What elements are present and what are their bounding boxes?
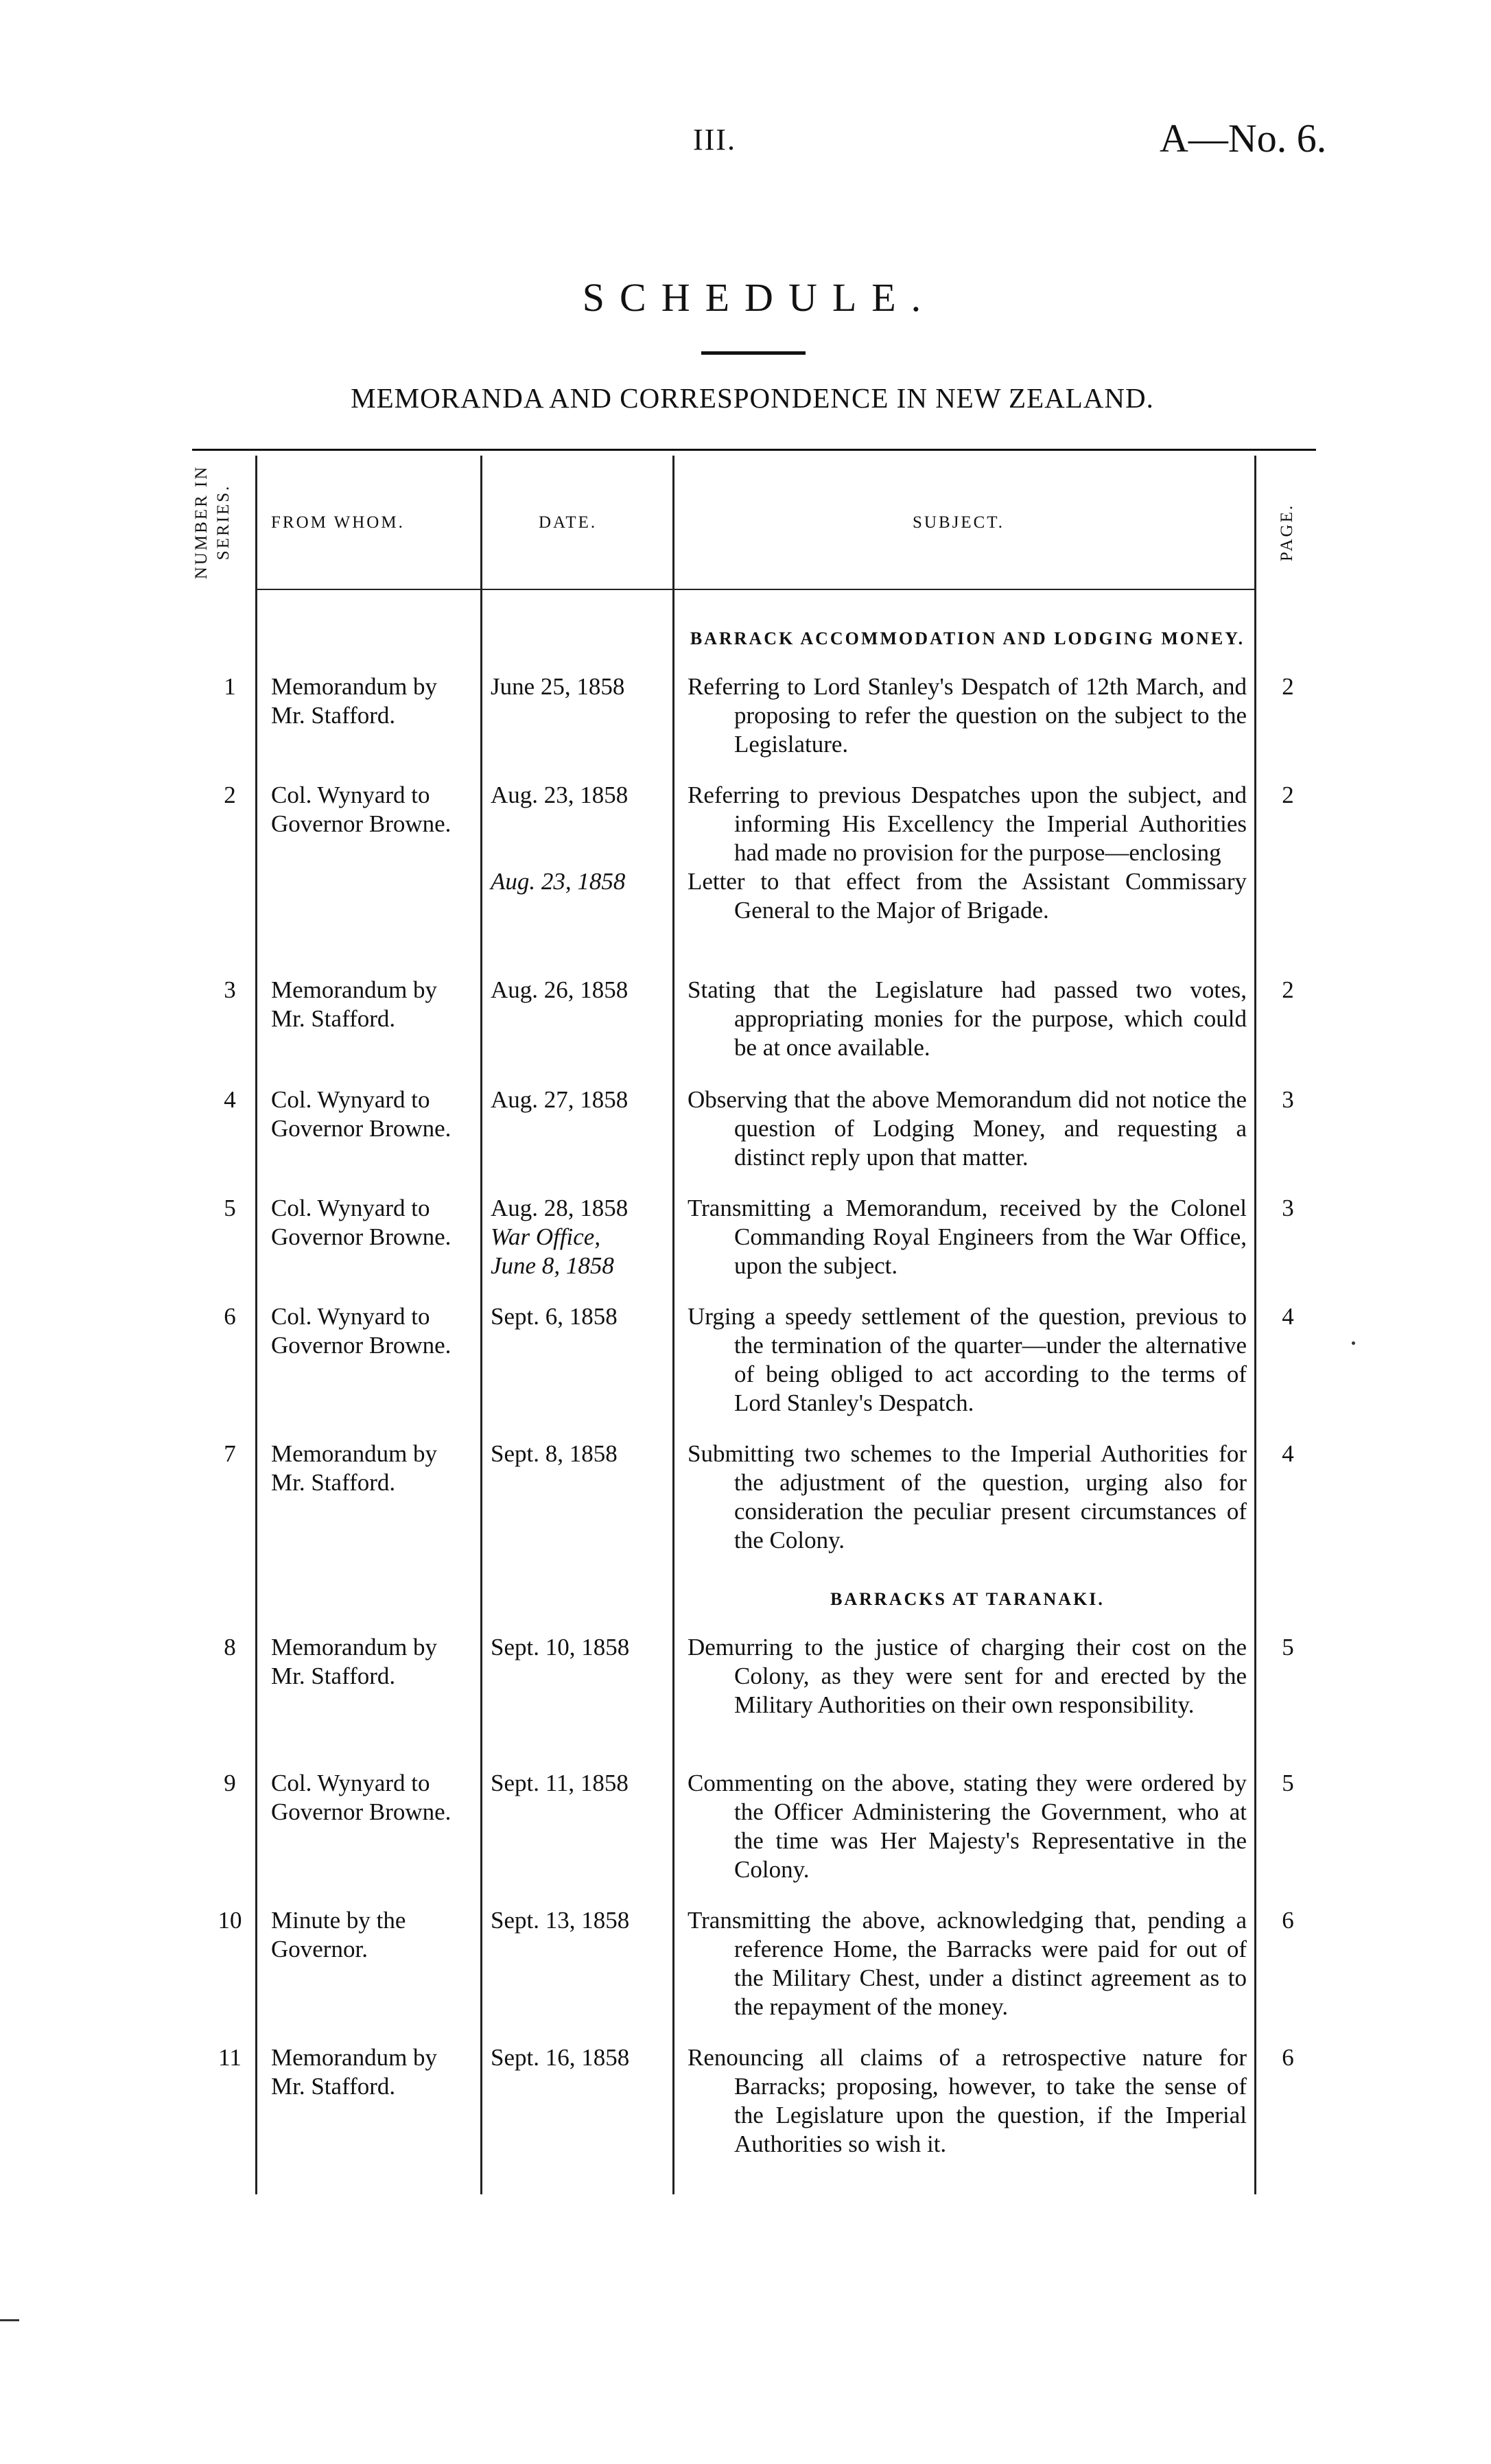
row-date: [491, 1633, 669, 1662]
header-rule-subject: [672, 589, 1254, 590]
column-header-number: NUMBER IN SERIES.: [192, 465, 233, 580]
page-number: III.: [693, 123, 736, 156]
date-line: June 25, 1858: [491, 673, 625, 700]
row-page: 2: [1282, 673, 1294, 700]
row-from: [271, 781, 477, 838]
scan-edge-mark: [0, 2319, 19, 2321]
row-subject: [688, 2043, 1247, 2159]
date-line: Sept. 16, 1858: [491, 2044, 630, 2071]
row-date: [491, 1906, 669, 1935]
row-number: 2: [224, 782, 236, 808]
row-date: [491, 781, 669, 896]
subject-text: Demurring to the justice of charging their cost on the Colony, as they were sent for and erected by the Military Authorities on their own responsibility.: [688, 1634, 1247, 1718]
row-subject: [688, 1440, 1247, 1555]
date-line: Sept. 10, 1858: [491, 1634, 630, 1661]
row-from: [271, 1769, 477, 1827]
row-number: 5: [224, 1195, 236, 1221]
row-page: 4: [1282, 1303, 1294, 1330]
from-line: Memorandum by: [271, 673, 438, 700]
row-page: 4: [1282, 1440, 1294, 1467]
table-top-rule: [192, 449, 1316, 451]
from-line: Minute by the: [271, 1907, 406, 1934]
subject-text: Urging a speedy settlement of the question, previous to the termination of the quarter—under the alternative of being obliged to act according to the terms of Lord Stanley's Despatch.: [688, 1303, 1247, 1416]
row-subject: [688, 1633, 1247, 1720]
date-line: Sept. 11, 1858: [491, 1770, 629, 1796]
column-header-from: FROM WHOM.: [271, 513, 405, 532]
subject-text: Observing that the above Memorandum did not notice the question of Lodging Money, and requesting a distinct reply upon that matter.: [688, 1086, 1247, 1171]
date-line: Sept. 13, 1858: [491, 1907, 630, 1934]
row-number: 7: [224, 1440, 236, 1467]
row-subject: [688, 1769, 1247, 1884]
column-divider-number: [255, 456, 257, 2194]
scan-speck: [1352, 1341, 1355, 1345]
from-line: Memorandum by: [271, 976, 438, 1003]
date-line: Aug. 28, 1858: [491, 1195, 629, 1221]
header-rule-from: [255, 589, 480, 590]
from-line: Governor Browne.: [271, 1115, 451, 1142]
row-number: 11: [218, 2044, 242, 2071]
row-subject: [688, 1194, 1247, 1280]
from-line: Col. Wynyard to: [271, 1195, 430, 1221]
header-rule-date: [480, 589, 672, 590]
from-line: Col. Wynyard to: [271, 1086, 430, 1113]
row-page: 6: [1282, 2044, 1294, 2071]
from-line: Memorandum by: [271, 1634, 438, 1661]
date-line: June 8, 1858: [491, 1252, 614, 1279]
subject-text: Commenting on the above, stating they were ordered by the Officer Administering the Government, who at the time was Her Majesty's Representative in the Colony.: [688, 1770, 1247, 1883]
row-date: [491, 1302, 669, 1331]
subject-text: Submitting two schemes to the Imperial Authorities for the adjustment of the question, urging also for consideration the peculiar present circumstances of the Colony.: [688, 1440, 1247, 1553]
row-from: [271, 672, 477, 730]
row-number: 3: [224, 976, 236, 1003]
subject-enclosure: Letter to that effect from the Assistant Commissary General to the Major of Brigade.: [688, 868, 1247, 924]
from-line: Governor Browne.: [271, 1798, 451, 1825]
from-line: Governor Browne.: [271, 810, 451, 837]
row-from: [271, 1302, 477, 1360]
row-page: 5: [1282, 1770, 1294, 1796]
row-from: [271, 1440, 477, 1497]
subject-text: Stating that the Legislature had passed two votes, appropriating monies for the purpose, which could be at once available.: [688, 976, 1247, 1061]
row-subject: [688, 672, 1247, 759]
row-page: 2: [1282, 976, 1294, 1003]
from-line: Governor.: [271, 1936, 368, 1962]
row-from: [271, 1633, 477, 1691]
from-line: Governor Browne.: [271, 1332, 451, 1359]
from-line: Memorandum by: [271, 2044, 438, 2071]
column-divider-from: [480, 456, 482, 2194]
column-header-subject: SUBJECT.: [913, 513, 1005, 532]
row-subject: [688, 1906, 1247, 2021]
subject-text: Transmitting a Memorandum, received by the Colonel Commanding Royal Engineers from the War Office, upon the subject.: [688, 1195, 1247, 1279]
column-header-date: DATE.: [539, 513, 598, 532]
row-date: [491, 1194, 669, 1280]
title-rule: [701, 351, 806, 355]
date-spacer: [491, 810, 669, 867]
row-date: [491, 1440, 669, 1468]
row-from: [271, 1906, 477, 1964]
row-page: 6: [1282, 1907, 1294, 1934]
row-date: [491, 976, 669, 1005]
row-page: 3: [1282, 1086, 1294, 1113]
section-heading: BARRACK ACCOMMODATION AND LODGING MONEY.: [690, 629, 1245, 648]
row-number: 9: [224, 1770, 236, 1796]
row-number: 8: [224, 1634, 236, 1661]
date-line: Aug. 23, 1858: [491, 868, 626, 895]
row-number: 10: [218, 1907, 242, 1934]
row-from: [271, 976, 477, 1033]
row-date: [491, 1086, 669, 1114]
from-line: Col. Wynyard to: [271, 1303, 430, 1330]
section-heading: BARRACKS AT TARANAKI.: [830, 1589, 1105, 1609]
from-line: Mr. Stafford.: [271, 1005, 396, 1032]
subject-text: Renouncing all claims of a retrospective nature for Barracks; proposing, however, to take the sense of the Legislature upon the question, if the Imperial Authorities so wish it.: [688, 2044, 1247, 2157]
date-line: Aug. 23, 1858: [491, 782, 629, 808]
row-date: [491, 672, 669, 701]
paper-reference: A—No. 6.: [1160, 116, 1327, 161]
date-line: Aug. 26, 1858: [491, 976, 629, 1003]
from-line: Mr. Stafford.: [271, 702, 396, 729]
subject-text: Referring to previous Despatches upon the subject, and informing His Excellency the Imperial Authorities had made no provision for the purpose—enclosing: [688, 782, 1247, 866]
row-subject: [688, 781, 1247, 925]
subject-text: Referring to Lord Stanley's Despatch of 12th March, and proposing to refer the question on the subject to the Legislature.: [688, 673, 1247, 758]
from-line: Mr. Stafford.: [271, 2073, 396, 2100]
subject-text: Transmitting the above, acknowledging that, pending a reference Home, the Barracks were paid for out of the Military Chest, under a distinct agreement as to the repayment of the money.: [688, 1907, 1247, 2020]
row-subject: [688, 1086, 1247, 1172]
column-divider-subject: [1254, 456, 1256, 2194]
row-from: [271, 2043, 477, 2101]
date-line: War Office,: [491, 1223, 601, 1250]
row-number: 4: [224, 1086, 236, 1113]
row-page: 5: [1282, 1634, 1294, 1661]
from-line: Memorandum by: [271, 1440, 438, 1467]
row-date: [491, 2043, 669, 2072]
row-from: [271, 1086, 477, 1143]
row-number: 1: [224, 673, 236, 700]
date-line: Sept. 8, 1858: [491, 1440, 618, 1467]
row-subject: [688, 976, 1247, 1062]
row-page: 3: [1282, 1195, 1294, 1221]
row-page: 2: [1282, 782, 1294, 808]
date-line: Aug. 27, 1858: [491, 1086, 629, 1113]
column-header-page: PAGE.: [1278, 503, 1296, 562]
row-from: [271, 1194, 477, 1252]
from-line: Mr. Stafford.: [271, 1469, 396, 1496]
row-number: 6: [224, 1303, 236, 1330]
schedule-title: SCHEDULE.: [582, 275, 937, 320]
row-date: [491, 1769, 669, 1798]
from-line: Col. Wynyard to: [271, 782, 430, 808]
from-line: Governor Browne.: [271, 1223, 451, 1250]
schedule-subtitle: MEMORANDA AND CORRESPONDENCE IN NEW ZEALAND.: [351, 382, 1154, 414]
column-divider-date: [672, 456, 674, 2194]
date-line: Sept. 6, 1858: [491, 1303, 618, 1330]
row-subject: [688, 1302, 1247, 1418]
from-line: Mr. Stafford.: [271, 1663, 396, 1689]
from-line: Col. Wynyard to: [271, 1770, 430, 1796]
